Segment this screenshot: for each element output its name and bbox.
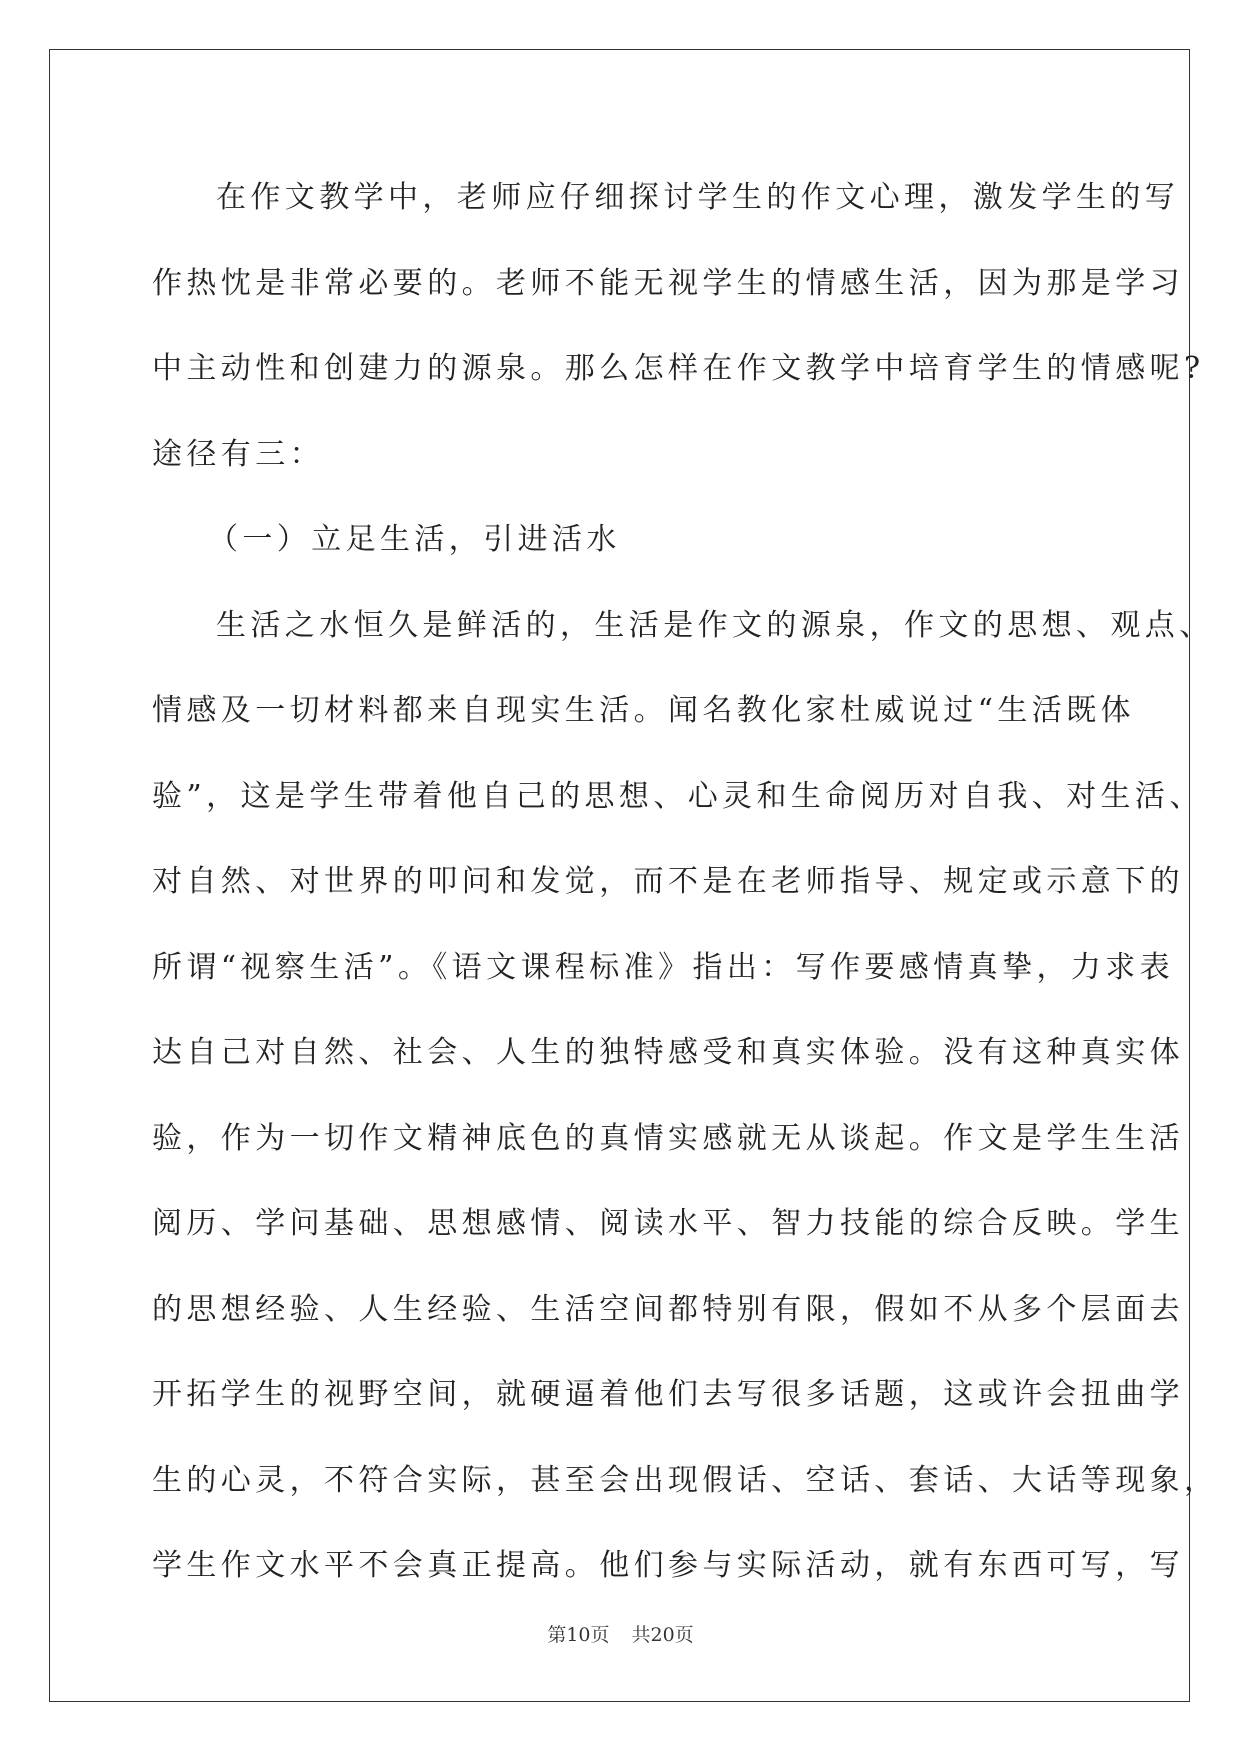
paragraph-line: 阅历、学问基础、思想感情、阅读水平、智力技能的综合反映。学生 [152,1206,1184,1241]
paragraph-line: 验”，这是学生带着他自己的思想、心灵和生命阅历对自我、对生活、 [152,778,1204,814]
paragraph-line: 途径有三： [152,436,324,472]
paragraph-line: 验，作为一切作文精神底色的真情实感就无从谈起。作文是学生生活 [152,1120,1184,1156]
paragraph-line: 生的心灵，不符合实际，甚至会出现假话、空话、套话、大话等现象， [152,1462,1219,1498]
paragraph-line: 开拓学生的视野空间，就硬逼着他们去写很多话题，这或许会扭曲学 [152,1377,1184,1412]
paragraph-line: 中主动性和创建力的源泉。那么怎样在作文教学中培育学生的情感呢? [152,351,1205,386]
page-footer [0,1620,1241,1647]
paragraph-line: 对自然、对世界的叩问和发觉，而不是在老师指导、规定或示意下的 [152,864,1184,899]
page-total: 共20页 [631,1624,694,1646]
body-text [152,155,1219,1609]
paragraph-line: 在作文教学中，老师应仔细探讨学生的作文心理，激发学生的写 [216,180,1180,215]
paragraph-line: 情感及一切材料都来自现实生活。闻名教化家杜威说过“生活既体 [152,693,1135,728]
paragraph-line: 学生作文水平不会真正提高。他们参与实际活动，就有东西可写，写 [152,1548,1184,1583]
page-number: 第10页 [547,1624,610,1646]
paragraph-line: 作热忱是非常必要的。老师不能无视学生的情感生活，因为那是学习 [152,265,1184,301]
paragraph-line: 达自己对自然、社会、人生的独特感受和真实体验。没有这种真实体 [152,1035,1184,1070]
paragraph-line: 生活之水恒久是鲜活的，生活是作文的源泉，作文的思想、观点、 [216,607,1214,643]
section-heading: （一）立足生活，引进活水 [208,522,621,557]
paragraph-line: 所谓“视察生活”。《语文课程标准》指出：写作要感情真挚，力求表 [152,949,1175,985]
paragraph-line: 的思想经验、人生经验、生活空间都特别有限，假如不从多个层面去 [152,1291,1184,1327]
